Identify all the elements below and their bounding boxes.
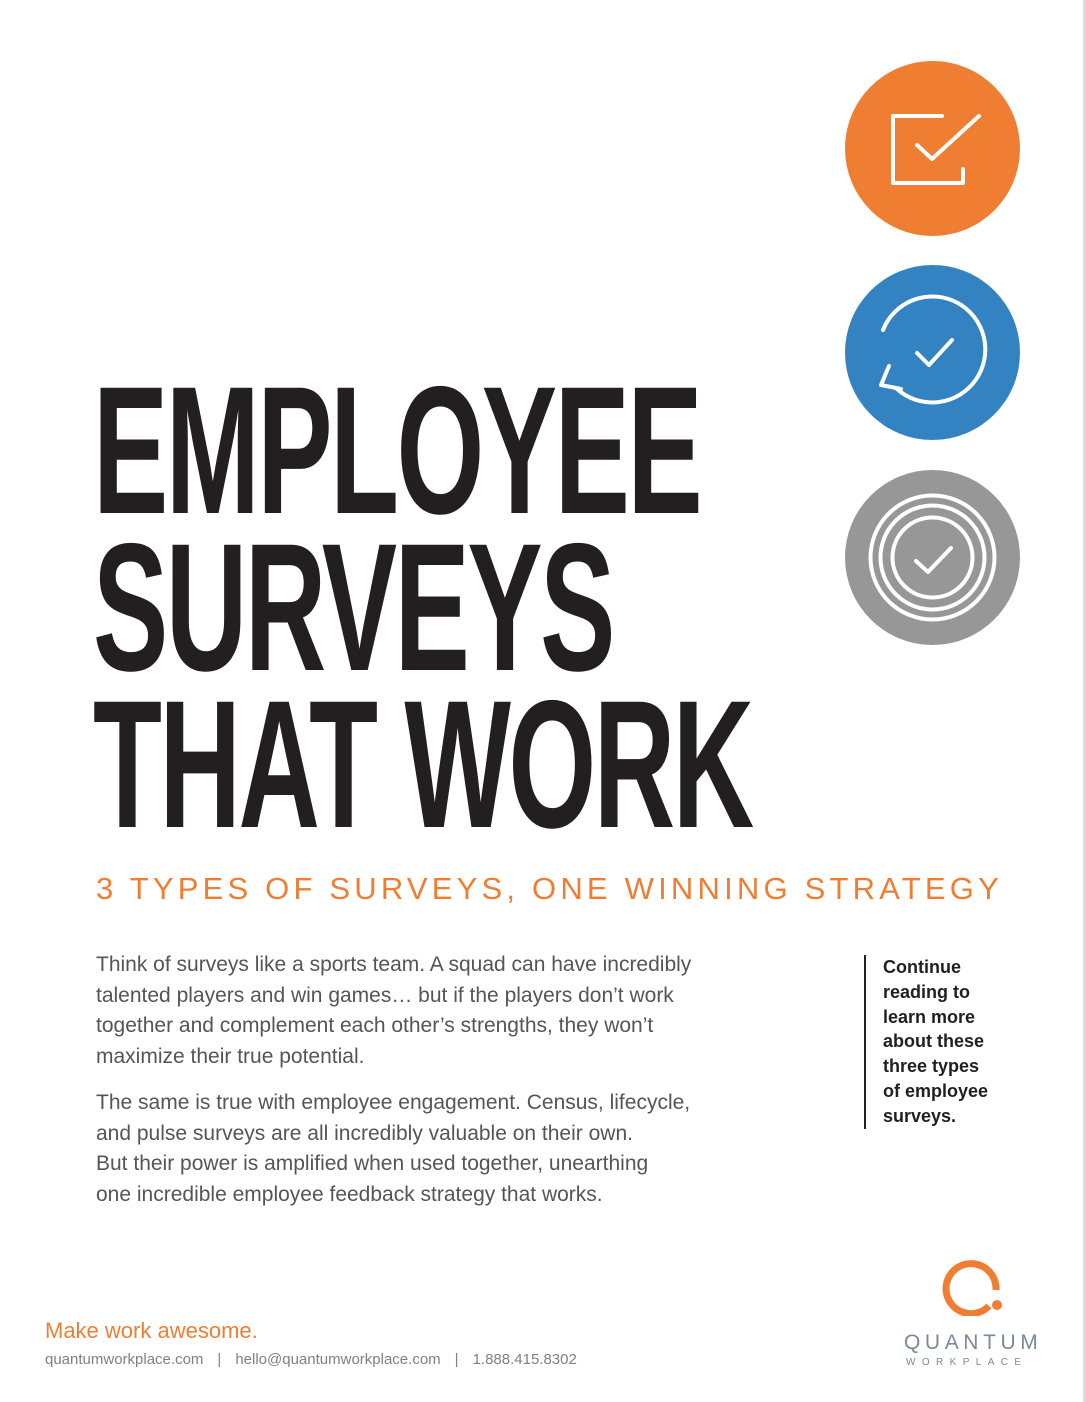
subtitle: 3 TYPES OF SURVEYS, ONE WINNING STRATEGY xyxy=(96,871,1003,906)
website-link[interactable]: quantumworkplace.com xyxy=(45,1351,204,1368)
checkbox-icon xyxy=(845,61,1020,236)
footer-tagline: Make work awesome. xyxy=(45,1318,258,1343)
separator: | xyxy=(454,1351,459,1368)
footer-contact xyxy=(45,1351,577,1368)
intro-paragraph-1: Think of surveys like a sports team. A squad can have incredibly talented players and win games… but if the players don’t work together and complement each other’s strengths, they won’t maximize their true potential. xyxy=(96,953,692,1068)
cycle-check-icon xyxy=(845,265,1020,440)
page-title xyxy=(93,348,752,866)
pulse-survey-circle xyxy=(845,470,1020,645)
pulse-rings-check-icon xyxy=(845,470,1020,645)
title-line-3: THAT WORK xyxy=(93,662,752,866)
title-line-2: SURVEYS xyxy=(93,505,613,709)
census-survey-circle xyxy=(845,61,1020,236)
logo-name-line-2: WORKPLACE xyxy=(906,1357,1028,1368)
title-line-1: EMPLOYEE xyxy=(93,348,701,552)
email-link[interactable]: hello@quantumworkplace.com xyxy=(235,1351,441,1368)
continue-reading-callout xyxy=(864,955,1014,1129)
lifecycle-survey-circle xyxy=(845,265,1020,440)
callout-text: Continue reading to learn more about these three types of employee surveys. xyxy=(883,957,989,1126)
intro-body xyxy=(96,950,716,1226)
intro-paragraph-2: The same is true with employee engagement. Census, lifecycle, and pulse surveys are all incredibly valuable on their own. But their power is amplified when used together, unearthing one incredible employee feedback strategy that works. xyxy=(96,1091,691,1206)
logo-name-line-1: QUANTUM xyxy=(904,1331,1043,1354)
phone-number: 1.888.415.8302 xyxy=(472,1351,577,1368)
quantum-logo-icon xyxy=(938,1258,1010,1316)
separator: | xyxy=(217,1351,222,1368)
